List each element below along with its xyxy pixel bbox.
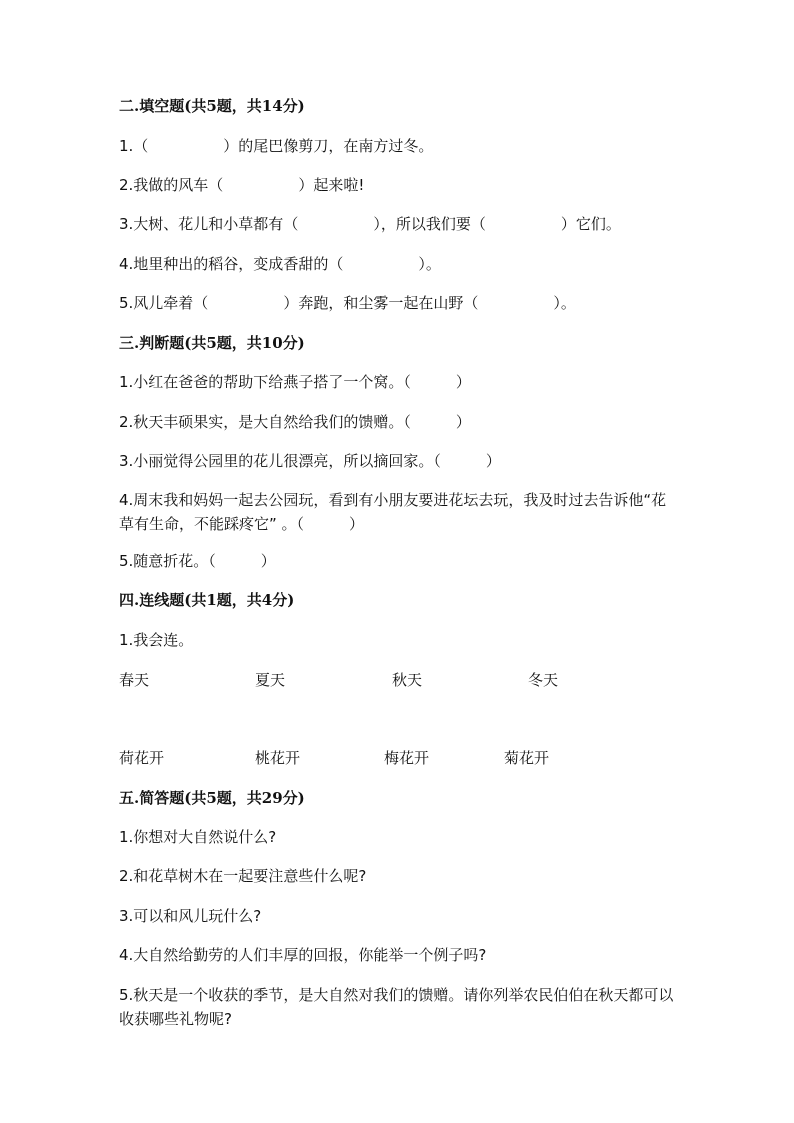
match-flower-peach: 桃花开 xyxy=(255,749,301,767)
fill-question-2: 2.我做的风车（ ）起来啦! xyxy=(119,176,365,194)
fill-question-5: 5.风儿牵着（ ）奔跑，和尘雾一起在山野（ ）。 xyxy=(119,294,576,312)
match-season-winter: 冬天 xyxy=(528,671,559,689)
match-season-spring: 春天 xyxy=(119,671,150,689)
judge-question-2: 2.秋天丰硕果实，是大自然给我们的馈赠。（ ） xyxy=(119,413,471,431)
fill-question-4: 4.地里种出的稻谷，变成香甜的（ ）。 xyxy=(119,255,441,273)
fill-question-1: 1.（ ）的尾巴像剪刀，在南方过冬。 xyxy=(119,137,434,155)
short-question-1: 1.你想对大自然说什么? xyxy=(119,828,277,846)
short-question-3: 3.可以和风儿玩什么? xyxy=(119,907,262,925)
section-title-fill-in: 二.填空题(共5题，共14分) xyxy=(119,97,305,115)
judge-question-5: 5.随意折花。（ ） xyxy=(119,552,276,570)
match-season-autumn: 秋天 xyxy=(392,671,423,689)
short-question-4: 4.大自然给勤劳的人们丰厚的回报，你能举一个例子吗? xyxy=(119,946,487,964)
match-flower-plum: 梅花开 xyxy=(384,749,430,767)
section-title-true-false: 三.判断题(共5题，共10分) xyxy=(119,334,305,352)
judge-question-4: 4.周末我和妈妈一起去公园玩，看到有小朋友要进花坛去玩，我及时过去告诉他“花草有生命，不能踩疼它” 。（ ） xyxy=(119,491,667,533)
fill-question-3: 3.大树、花儿和小草都有（ ），所以我们要（ ）它们。 xyxy=(119,215,621,233)
judge-question-1: 1.小红在爸爸的帮助下给燕子搭了一个窝。（ ） xyxy=(119,373,471,391)
section-title-matching: 四.连线题(共1题，共4分) xyxy=(119,591,295,609)
match-flower-lotus: 荷花开 xyxy=(119,749,165,767)
judge-question-3: 3.小丽觉得公园里的花儿很漂亮，所以摘回家。（ ） xyxy=(119,452,501,470)
match-flower-chrysanthemum: 菊花开 xyxy=(504,749,550,767)
match-season-summer: 夏天 xyxy=(255,671,286,689)
short-question-2: 2.和花草树木在一起要注意些什么呢? xyxy=(119,867,367,885)
section-title-short-answer: 五.简答题(共5题，共29分) xyxy=(119,789,305,807)
short-question-5: 5.秋天是一个收获的季节，是大自然对我们的馈赠。请你列举农民伯伯在秋天都可以收获哪些礼物呢? xyxy=(119,986,674,1028)
match-question-1: 1.我会连。 xyxy=(119,631,194,649)
